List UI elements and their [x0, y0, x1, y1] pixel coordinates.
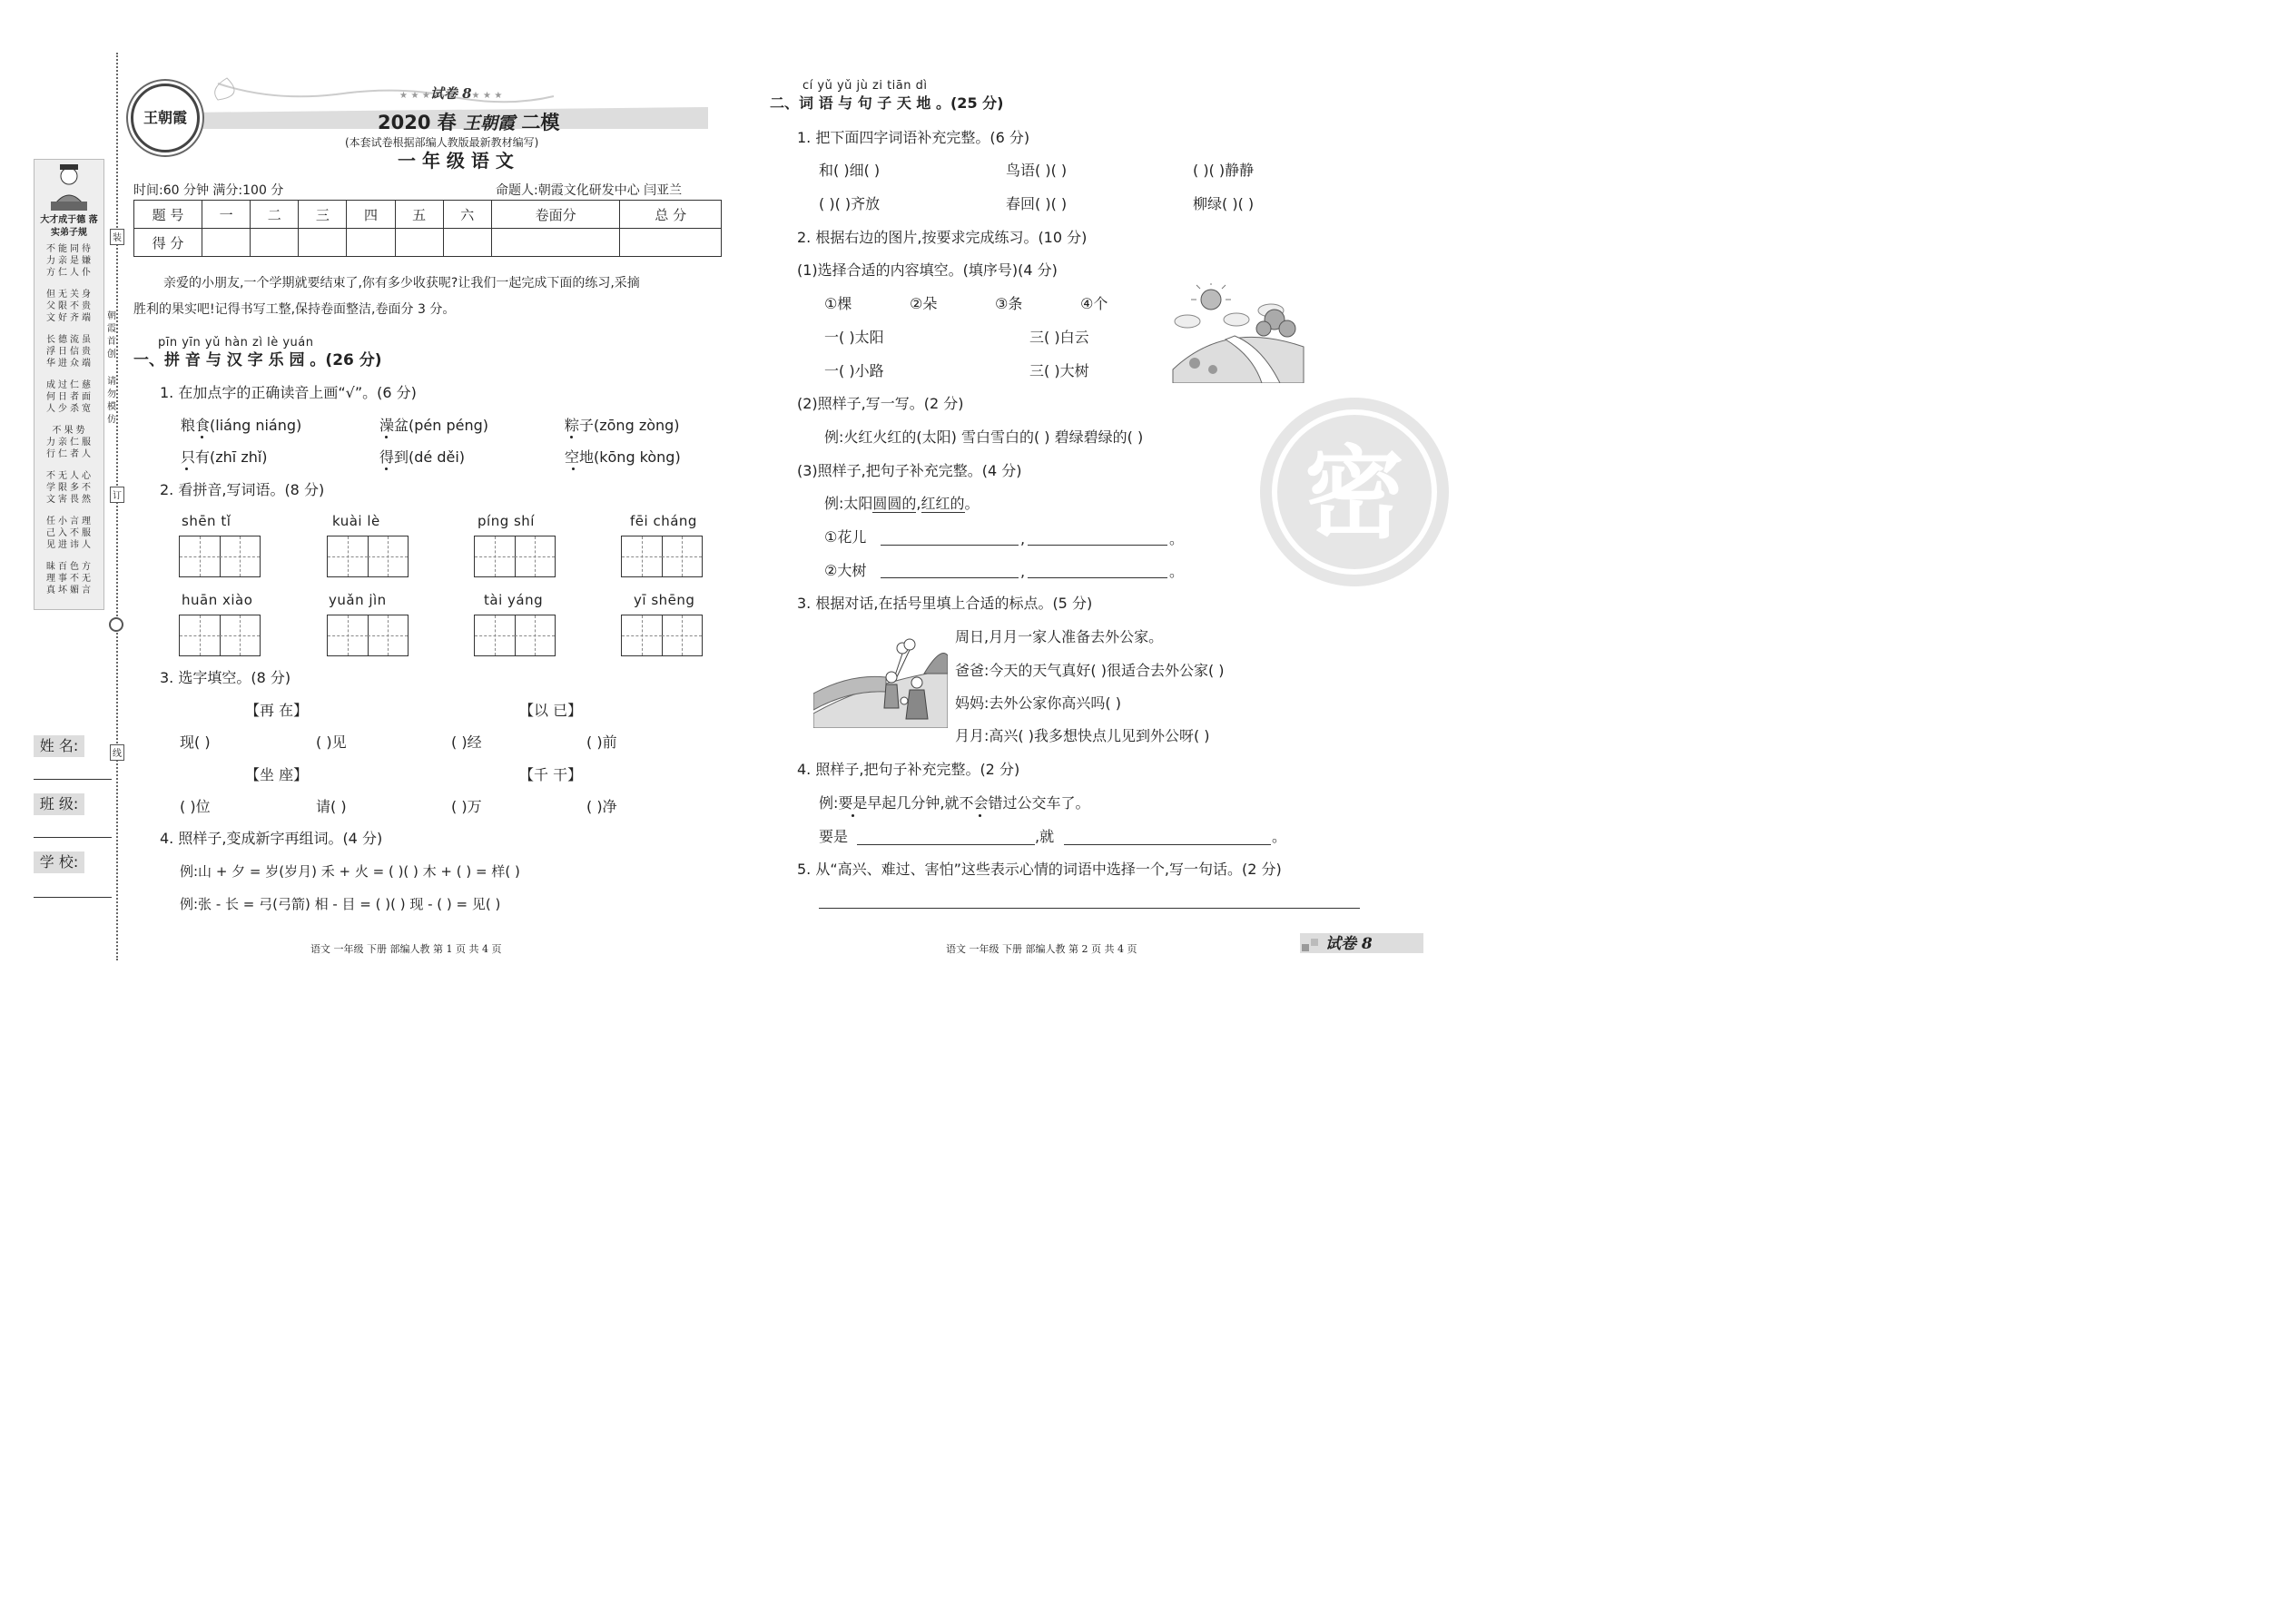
- grid-guide: [682, 536, 683, 576]
- grid-guide: [642, 615, 643, 655]
- grid-cell[interactable]: [475, 615, 516, 655]
- s1-q4-prompt: 4. 照样子,变成新字再组词。(4 分): [160, 830, 383, 847]
- s2-q1-prompt: 1. 把下面四字词语补充完整。(6 分): [797, 129, 1030, 146]
- school-field[interactable]: [34, 897, 112, 898]
- grid-cell[interactable]: [368, 536, 408, 576]
- idiom-fill[interactable]: 和( )细( ): [819, 162, 881, 179]
- period: 。: [1169, 563, 1185, 580]
- s2-q2-sub3: (3)照样子,把句子补充完整。(4 分): [797, 462, 1022, 479]
- writing-grid[interactable]: [327, 536, 409, 577]
- choice-group: 【千 干】: [519, 766, 583, 783]
- section1-title: 一、拼 音 与 汉 字 乐 园 。(26 分): [133, 351, 382, 369]
- motto-text: 大才成于德 落实弟子规: [40, 215, 98, 238]
- fill-blank[interactable]: ( )前: [586, 733, 617, 751]
- fill-blank[interactable]: ( )净: [586, 798, 617, 815]
- proverb-line: 方仁人仆: [46, 268, 94, 278]
- write-pinyin: tài yáng: [484, 592, 544, 608]
- intro-line-2: 胜利的果实吧!记得书写工整,保持卷面整洁,卷面分 3 分。: [133, 302, 456, 317]
- score-cell[interactable]: [347, 229, 395, 257]
- score-header-cell: 卷面分: [491, 201, 620, 229]
- option-item: ①棵: [824, 295, 852, 312]
- grid-cell[interactable]: [220, 615, 260, 655]
- example-prefix: 例:太阳: [824, 495, 873, 512]
- score-header-cell: 三: [299, 201, 347, 229]
- choice-group: 【以 已】: [519, 702, 583, 719]
- grid-guide: [495, 615, 496, 655]
- score-header-cell: 六: [443, 201, 491, 229]
- s2-q3-prompt: 3. 根据对话,在括号里填上合适的标点。(5 分): [797, 595, 1093, 612]
- grid-cell[interactable]: [515, 615, 555, 655]
- footer-right: 语文 一年级 下册 部编人教 第 2 页 共 4 页: [946, 943, 1137, 955]
- grid-guide: [348, 615, 349, 655]
- proverb-line: 己入不服: [46, 528, 94, 538]
- proverb-line: 文好齐端: [46, 313, 94, 323]
- landscape-illustration: [1171, 283, 1305, 383]
- score-header-cell: 总 分: [620, 201, 722, 229]
- dialogue-line[interactable]: 妈妈:去外公家你高兴吗( ): [955, 694, 1121, 712]
- idiom-fill[interactable]: 柳绿( )( ): [1193, 195, 1255, 212]
- grid-cell[interactable]: [328, 615, 369, 655]
- seal-mark-2: 订: [110, 487, 124, 503]
- subject-title: 一 年 级 语 文: [398, 150, 514, 172]
- s1-q3-prompt: 3. 选字填空。(8 分): [160, 669, 291, 686]
- title-brand: 王朝霞: [463, 113, 516, 133]
- grid-guide: [388, 536, 389, 576]
- proverb-line: 真坏媚言: [46, 586, 94, 595]
- score-cell[interactable]: [202, 229, 251, 257]
- proverb-line: 文害畏然: [46, 495, 94, 505]
- score-header-row: [134, 201, 722, 229]
- emphasis-dot: [570, 436, 573, 438]
- school-label: 学 校:: [34, 851, 84, 873]
- section1-pinyin: pīn yīn yǔ hàn zì lè yuán: [158, 336, 314, 349]
- s1-q1-prompt: 1. 在加点字的正确读音上画“√”。(6 分): [160, 384, 417, 401]
- score-row-label: 得 分: [134, 229, 202, 257]
- grid-guide: [535, 615, 536, 655]
- s2-q5-prompt: 5. 从“高兴、难过、害怕”这些表示心情的词语中选择一个,写一句话。(2 分): [797, 861, 1282, 878]
- watermark-char: 密: [1305, 436, 1404, 552]
- write-pinyin: huān xiào: [182, 592, 253, 608]
- proverb-line: 力亲是嫌: [46, 256, 94, 266]
- s2-q4-fill-prefix: 要是: [819, 828, 849, 845]
- grid-guide: [388, 615, 389, 655]
- pinyin-choice[interactable]: 粽子(zōng zòng): [565, 417, 680, 434]
- class-label: 班 级:: [34, 793, 84, 815]
- proverb-line: 不无人心: [46, 471, 94, 481]
- section2-pinyin: cí yǔ yǔ jù zi tiān dì: [802, 79, 928, 93]
- logo-text: 王朝霞: [143, 109, 187, 126]
- pinyin-choice[interactable]: 空地(kōng kòng): [565, 448, 681, 466]
- emphasis-dot: [185, 468, 188, 470]
- idiom-fill[interactable]: 鸟语( )( ): [1006, 162, 1068, 179]
- proverb-line: 父限不贵: [46, 301, 94, 311]
- pinyin-choice[interactable]: 得到(dé děi): [379, 448, 466, 466]
- section2-title: 二、词 语 与 句 子 天 地 。(25 分): [770, 94, 1004, 112]
- proverb-line: 昧百色方: [46, 562, 94, 572]
- proverb-line: 人少杀宽: [46, 404, 94, 414]
- grid-guide: [348, 536, 349, 576]
- fill-blank[interactable]: 请( ): [316, 798, 347, 815]
- grid-cell[interactable]: [662, 615, 702, 655]
- intro-line-1: 亲爱的小朋友,一个学期就要结束了,你有多少收获呢?让我们一起完成下面的练习,采摘: [163, 276, 640, 290]
- s2-q2-sub1: (1)选择合适的内容填空。(填序号)(4 分): [797, 261, 1058, 279]
- grid-guide: [240, 615, 241, 655]
- seal-mark-1: 装: [110, 229, 124, 245]
- binding-dotted-line: [116, 53, 118, 960]
- proverb-line: 力亲仁服: [46, 438, 94, 448]
- example-underlined-1: 圆圆的: [872, 495, 917, 512]
- write-pinyin: shēn tǐ: [182, 513, 231, 529]
- grid-guide: [240, 536, 241, 576]
- grid-cell[interactable]: [515, 536, 555, 576]
- answer-line[interactable]: [881, 577, 1019, 578]
- grid-guide: [200, 615, 201, 655]
- footer-left: 语文 一年级 下册 部编人教 第 1 页 共 4 页: [310, 943, 502, 955]
- s1-q4-line1[interactable]: 例:山 + 夕 = 岁(岁月) 禾 + 火 = ( )( ) 木 + ( ) = 样( ): [180, 863, 520, 880]
- fill-blank[interactable]: ( )位: [180, 798, 211, 815]
- grid-cell[interactable]: [662, 536, 702, 576]
- s2-q2-prompt: 2. 根据右边的图片,按要求完成练习。(10 分): [797, 229, 1088, 246]
- proverb-line: 任小言理: [46, 517, 94, 527]
- exam-subtitle: (本套试卷根据部编人教版最新教材编写): [345, 136, 539, 149]
- s2-q4-example: 例:要是早起几分钟,就不会错过公交车了。: [819, 794, 1090, 812]
- author-info: 命题人:朝霞文化研发中心 闫亚兰: [496, 183, 683, 198]
- answer-line[interactable]: [857, 844, 1035, 845]
- idiom-fill[interactable]: ( )( )静静: [1193, 162, 1255, 179]
- proverb-line: 学限多不: [46, 483, 94, 493]
- comma: ,: [1020, 530, 1026, 547]
- proverb-columns: [40, 243, 100, 606]
- measure-fill[interactable]: 一( )太阳: [824, 329, 884, 346]
- fill-blank[interactable]: ( )见: [316, 733, 347, 751]
- title-year: 2020 春: [378, 112, 457, 133]
- answer-line[interactable]: [881, 545, 1019, 546]
- writing-grid[interactable]: [621, 536, 703, 577]
- sentence-flower-label: ①花儿: [824, 528, 867, 546]
- emphasis-dot: [852, 814, 854, 817]
- series-text: 试卷 8: [429, 85, 472, 102]
- example-underlined-2: 红红的: [921, 495, 965, 512]
- score-value-row: [134, 229, 722, 257]
- writing-grid[interactable]: [621, 615, 703, 656]
- comma: ,: [1020, 563, 1026, 580]
- write-pinyin: yī shēng: [634, 592, 695, 608]
- writing-grid[interactable]: [179, 615, 261, 656]
- write-pinyin: yuǎn jìn: [329, 592, 387, 608]
- writing-grid[interactable]: [474, 536, 556, 577]
- proverb-line: 何日者面: [46, 392, 94, 402]
- score-header-cell: 四: [347, 201, 395, 229]
- proverb-line: 成过仁慈: [46, 380, 94, 390]
- grid-cell[interactable]: [220, 536, 260, 576]
- proverb-line: 见进讳人: [46, 540, 94, 550]
- pinyin-choice[interactable]: 只有(zhī zhǐ): [181, 448, 268, 466]
- score-cell[interactable]: [395, 229, 443, 257]
- fill-blank[interactable]: 现( ): [180, 733, 211, 751]
- dialogue-line[interactable]: 月月:高兴( )我多想快点儿见到外公呀( ): [955, 727, 1210, 744]
- time-info: 时间:60 分钟 满分:100 分: [133, 183, 284, 198]
- pinyin-choice[interactable]: 澡盆(pén péng): [379, 417, 489, 434]
- write-pinyin: kuài lè: [332, 513, 380, 529]
- footer-badge-blocks: [1302, 944, 1309, 951]
- emphasis-dot: [385, 436, 388, 438]
- proverb-line: 华进众端: [46, 359, 94, 369]
- s2-q2-sub2-example[interactable]: 例:火红火红的(太阳) 雪白雪白的( ) 碧绿碧绿的( ): [824, 428, 1144, 446]
- emphasis-dot: [201, 436, 203, 438]
- grid-guide: [642, 536, 643, 576]
- answer-line[interactable]: [1028, 545, 1167, 546]
- score-header-cell: 二: [251, 201, 299, 229]
- grid-cell[interactable]: [622, 536, 663, 576]
- grid-cell[interactable]: [180, 536, 221, 576]
- proverb-line: 长德流虽: [46, 335, 94, 345]
- option-item: ③条: [995, 295, 1023, 312]
- emphasis-dot: [385, 468, 388, 470]
- grid-guide: [682, 615, 683, 655]
- proverb-line: 理事不无: [46, 574, 94, 584]
- s2-q4-fill-mid: ,就: [1035, 828, 1055, 845]
- dialogue-line: 周日,月月一家人准备去外公家。: [955, 628, 1164, 645]
- grid-cell[interactable]: [180, 615, 221, 655]
- dialogue-line[interactable]: 爸爸:今天的天气真好( )很适合去外公家( ): [955, 662, 1225, 679]
- answer-line[interactable]: [1028, 577, 1167, 578]
- s2-q4-fill-end: 。: [1272, 828, 1287, 845]
- score-cell[interactable]: [251, 229, 299, 257]
- family-illustration: [813, 637, 948, 728]
- grid-cell[interactable]: [328, 536, 369, 576]
- score-cell[interactable]: [491, 229, 620, 257]
- writing-grid[interactable]: [474, 615, 556, 656]
- s2-q2-sub3-example: [824, 495, 980, 513]
- example-end: 。: [964, 495, 980, 512]
- ring-icon: [109, 617, 123, 632]
- score-header-cell: 一: [202, 201, 251, 229]
- measure-fill[interactable]: 一( )小路: [824, 362, 884, 379]
- proverb-line: 但无关身: [46, 290, 94, 300]
- title-suffix: 二模: [521, 112, 560, 133]
- proverb-line: 不能同待: [46, 244, 94, 254]
- grid-guide: [200, 536, 201, 576]
- exam-title: [378, 111, 559, 135]
- scholar-figure: [34, 162, 103, 216]
- footer-badge-blocks: [1311, 939, 1318, 946]
- emphasis-dot: [572, 468, 575, 470]
- writing-grid[interactable]: [179, 536, 261, 577]
- sentence-tree-label: ②大树: [824, 562, 867, 579]
- example-comma: ,: [916, 495, 921, 512]
- emphasis-dot: [979, 814, 981, 817]
- proverb-line: 行仁者人: [46, 449, 94, 459]
- grid-guide: [535, 536, 536, 576]
- s2-q2-sub2: (2)照样子,写一写。(2 分): [797, 395, 964, 412]
- s1-q2-prompt: 2. 看拼音,写词语。(8 分): [160, 481, 325, 498]
- vertical-label-noimitation: 请勿模仿: [107, 377, 116, 425]
- footer-badge: 试卷 8: [1325, 935, 1373, 953]
- writing-grid[interactable]: [327, 615, 409, 656]
- grid-cell[interactable]: [475, 536, 516, 576]
- proverb-line: 浮日信贵: [46, 347, 94, 357]
- grid-cell[interactable]: [622, 615, 663, 655]
- choice-group: 【再 在】: [245, 702, 309, 719]
- score-cell[interactable]: [443, 229, 491, 257]
- exam-series-label: ★ ★ ★试卷 8★ ★ ★: [399, 85, 503, 102]
- grid-cell[interactable]: [368, 615, 408, 655]
- write-pinyin: píng shí: [478, 513, 535, 529]
- fill-blank[interactable]: ( )经: [451, 733, 482, 751]
- s2-q4-prompt: 4. 照样子,把句子补充完整。(2 分): [797, 761, 1020, 778]
- pinyin-choice[interactable]: 粮食(liáng niáng): [181, 417, 302, 434]
- fill-blank[interactable]: ( )万: [451, 798, 482, 815]
- idiom-fill[interactable]: 春回( )( ): [1006, 195, 1068, 212]
- answer-line[interactable]: [1064, 844, 1271, 845]
- measure-fill[interactable]: 三( )大树: [1029, 362, 1089, 379]
- class-field[interactable]: [34, 837, 112, 838]
- option-item: ②朵: [910, 295, 938, 312]
- name-label: 姓 名:: [34, 735, 84, 757]
- score-cell[interactable]: [299, 229, 347, 257]
- score-cell[interactable]: [620, 229, 722, 257]
- idiom-fill[interactable]: ( )( )齐放: [819, 195, 881, 212]
- score-table: [133, 200, 722, 257]
- period: 。: [1169, 530, 1185, 547]
- seal-mark-3: 线: [110, 744, 124, 761]
- watermark-seal: [1255, 392, 1454, 592]
- brand-logo: [131, 84, 200, 153]
- option-item: ④个: [1080, 295, 1108, 312]
- score-header-cell: 五: [395, 201, 443, 229]
- choice-group: 【坐 座】: [245, 766, 309, 783]
- name-field[interactable]: [34, 779, 112, 780]
- score-header-cell: 题 号: [134, 201, 202, 229]
- proverb-line: 不果势: [52, 426, 88, 436]
- vertical-label-original: 朝霞首创: [107, 311, 116, 359]
- grid-guide: [495, 536, 496, 576]
- measure-fill[interactable]: 三( )白云: [1029, 329, 1089, 346]
- motto-panel: [34, 159, 104, 610]
- answer-line[interactable]: [819, 908, 1360, 909]
- write-pinyin: fēi cháng: [630, 513, 697, 529]
- s1-q4-line2[interactable]: 例:张 - 长 = 弓(弓箭) 相 - 目 = ( )( ) 现 - ( ) = 见( ): [180, 896, 501, 912]
